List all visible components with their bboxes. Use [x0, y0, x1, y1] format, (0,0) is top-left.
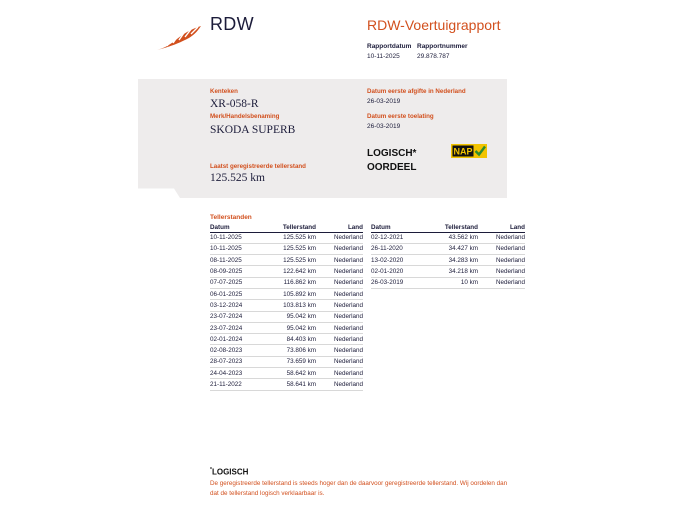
row-km: 95.042 km: [266, 311, 316, 322]
tellerstand-value: 125.525 km: [210, 172, 265, 184]
table-row: [210, 322, 363, 333]
row-km: 58.641 km: [266, 379, 316, 390]
row-km: 84.403 km: [266, 334, 316, 345]
col-header-land: Land: [478, 223, 525, 232]
row-land: Nederland: [316, 277, 363, 288]
rapportdatum-label: Rapportdatum: [367, 43, 412, 50]
row-land: Nederland: [316, 266, 363, 277]
merk-value: SKODA SUPERB: [210, 124, 296, 136]
col-header-km: Tellerstand: [427, 223, 478, 232]
row-land: Nederland: [478, 255, 525, 266]
table-row: [371, 232, 525, 243]
table-row: [210, 300, 363, 311]
table-row: [210, 345, 363, 356]
row-land: Nederland: [316, 288, 363, 299]
row-land: Nederland: [316, 232, 363, 243]
row-land: Nederland: [478, 232, 525, 243]
brand-name: RDW: [210, 14, 254, 34]
rapportdatum-value: 10-11-2025: [367, 53, 400, 60]
table-row: [210, 277, 363, 288]
table-header-row: [371, 223, 525, 232]
row-land: Nederland: [316, 311, 363, 322]
row-land: Nederland: [478, 243, 525, 254]
table-row: [210, 243, 363, 254]
table-row: [371, 266, 525, 277]
row-date: 10-11-2025: [210, 243, 266, 254]
row-date: 10-11-2025: [210, 232, 266, 243]
row-land: Nederland: [316, 322, 363, 333]
row-land: Nederland: [478, 266, 525, 277]
tellerstanden-table-right: [371, 223, 525, 289]
row-date: 23-07-2024: [210, 311, 266, 322]
row-date: 26-03-2019: [371, 277, 427, 288]
oordeel-text: [367, 147, 416, 174]
row-km: 103.813 km: [266, 300, 316, 311]
nap-text: NAP: [453, 146, 473, 157]
row-land: Nederland: [316, 368, 363, 379]
rapportnummer-label: Rapportnummer: [417, 43, 468, 50]
col-header-km: Tellerstand: [266, 223, 316, 232]
row-km: 105.892 km: [266, 288, 316, 299]
footnote-text: De geregistreerde tellerstand is steeds hoger dan de daarvoor geregistreerde tellerstand. Wij oordelen dan dat de tellerstand logisch verklaarbaar is.: [210, 480, 508, 497]
footnote-title-text: LOGISCH: [211, 467, 249, 477]
table-row: [210, 334, 363, 345]
row-km: 122.642 km: [266, 266, 316, 277]
table-row: [210, 232, 363, 243]
row-date: 02-01-2024: [210, 334, 266, 345]
row-km: 34.427 km: [427, 243, 478, 254]
row-km: 73.659 km: [266, 356, 316, 367]
row-land: Nederland: [316, 255, 363, 266]
nap-check-icon: [451, 144, 487, 158]
oordeel-line2: OORDEEL: [367, 161, 417, 173]
table-row: [371, 255, 525, 266]
row-date: 24-04-2023: [210, 368, 266, 379]
table-row: [371, 277, 525, 288]
afgifte-value: 26-03-2019: [367, 98, 401, 105]
row-km: 10 km: [427, 277, 478, 288]
row-date: 02-01-2020: [371, 266, 427, 277]
col-header-land: Land: [316, 223, 363, 232]
table-row: [210, 288, 363, 299]
row-land: Nederland: [316, 334, 363, 345]
tellerstand-label: Laatst geregistreerde tellerstand: [210, 163, 306, 170]
row-date: 02-12-2021: [371, 232, 427, 243]
rapportnummer-value: 29.878.787: [417, 53, 450, 60]
row-date: 07-07-2025: [210, 277, 266, 288]
toelating-value: 26-03-2019: [367, 123, 401, 130]
report-title: RDW-Voertuigrapport: [367, 17, 501, 33]
row-km: 95.042 km: [266, 322, 316, 333]
merk-label: Merk/Handelsbenaming: [210, 113, 280, 120]
row-km: 34.218 km: [427, 266, 478, 277]
toelating-label: Datum eerste toelating: [367, 113, 434, 120]
row-date: 02-08-2023: [210, 345, 266, 356]
table-row: [210, 255, 363, 266]
afgifte-label: Datum eerste afgifte in Nederland: [367, 88, 466, 95]
row-date: 08-11-2025: [210, 255, 266, 266]
row-date: 23-07-2024: [210, 322, 266, 333]
table-header-row: [210, 223, 363, 232]
row-km: 34.283 km: [427, 255, 478, 266]
row-land: Nederland: [316, 345, 363, 356]
vehicle-panel: [138, 79, 507, 198]
footnote-marker: *: [210, 467, 212, 473]
row-date: 13-02-2020: [371, 255, 427, 266]
col-header-date: Datum: [210, 223, 266, 232]
rdw-logo-icon: [155, 24, 203, 52]
table-row: [210, 368, 363, 379]
table-row: [210, 356, 363, 367]
footnote-title: [210, 467, 248, 477]
row-km: 125.525 km: [266, 232, 316, 243]
kenteken-value: XR-058-R: [210, 98, 259, 110]
row-km: 125.525 km: [266, 255, 316, 266]
row-km: 116.862 km: [266, 277, 316, 288]
row-date: 28-07-2023: [210, 356, 266, 367]
row-land: Nederland: [316, 300, 363, 311]
table-row: [210, 311, 363, 322]
row-date: 26-11-2020: [371, 243, 427, 254]
row-land: Nederland: [316, 379, 363, 390]
table-row: [210, 379, 363, 390]
row-date: 08-09-2025: [210, 266, 266, 277]
row-km: 43.562 km: [427, 232, 478, 243]
oordeel-line1: LOGISCH*: [367, 148, 417, 159]
tellerstanden-title: Tellerstanden: [210, 214, 252, 221]
row-km: 58.642 km: [266, 368, 316, 379]
table-row: [210, 266, 363, 277]
row-land: Nederland: [316, 243, 363, 254]
kenteken-label: Kenteken: [210, 88, 238, 95]
tellerstanden-table-left: [210, 223, 363, 391]
table-row: [371, 243, 525, 254]
row-land: Nederland: [478, 277, 525, 288]
row-km: 73.806 km: [266, 345, 316, 356]
row-date: 21-11-2022: [210, 379, 266, 390]
row-land: Nederland: [316, 356, 363, 367]
row-date: 03-12-2024: [210, 300, 266, 311]
row-km: 125.525 km: [266, 243, 316, 254]
col-header-date: Datum: [371, 223, 427, 232]
row-date: 06-01-2025: [210, 288, 266, 299]
